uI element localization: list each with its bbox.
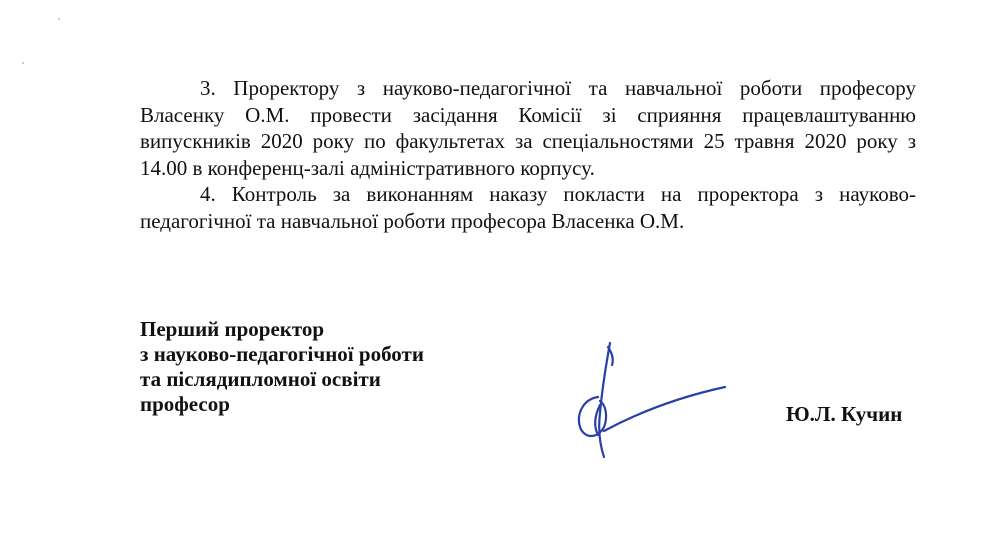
- scan-speck: [22, 62, 24, 64]
- paragraph-4: 4. Контроль за виконанням наказу покласти на проректора з науково-педагогічної та навчальної роботи професора Власенка О.М.: [140, 182, 916, 233]
- position-line-1: Перший проректор: [140, 317, 325, 341]
- paragraph-3: 3. Проректору з науково-педагогічної та навчальної роботи професору Власенку О.М. провести засідання Комісії зі сприяння працевлаштуванню випускників 2020 року по факультетах за спеціальностями 25 травня 2020 року з 14.00 в конференц-залі адміністративного корпусу.: [140, 76, 916, 180]
- position-line-3: та післядипломної освіти: [140, 367, 381, 391]
- order-body: [140, 75, 916, 234]
- handwritten-signature: [560, 335, 740, 465]
- signer-name: Ю.Л. Кучин: [786, 402, 903, 426]
- scan-speck: [58, 18, 60, 20]
- position-line-2: з науково-педагогічної роботи: [140, 342, 424, 366]
- signatory-position: [140, 317, 424, 417]
- position-line-4: професор: [140, 392, 230, 416]
